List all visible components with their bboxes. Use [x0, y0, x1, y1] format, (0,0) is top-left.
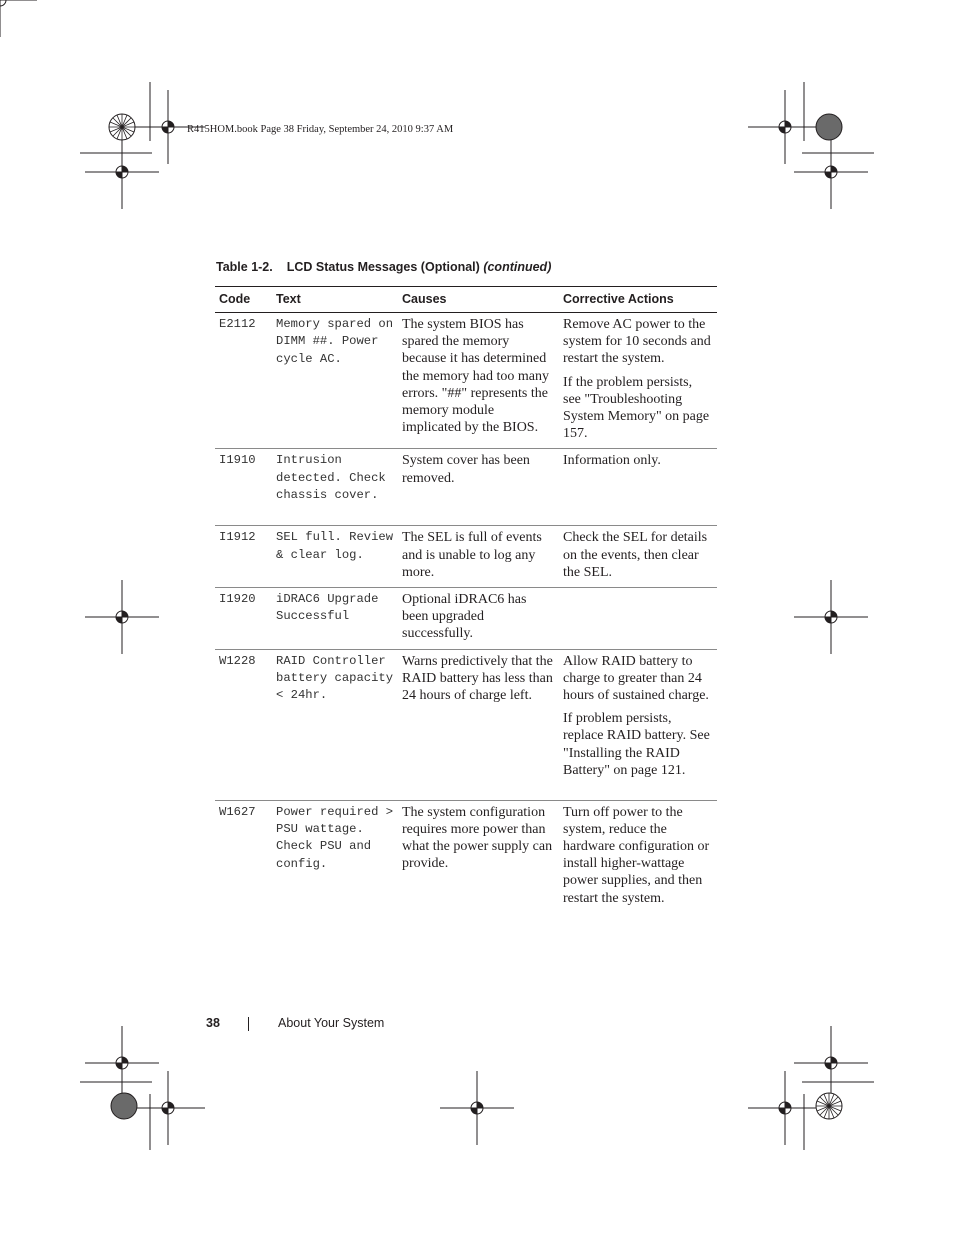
starburst-icon — [816, 1093, 842, 1119]
row-code: E2112 — [215, 313, 272, 449]
row-actions — [559, 649, 717, 800]
row-actions — [559, 800, 717, 913]
row-actions — [559, 449, 717, 526]
lcd-status-table — [215, 286, 717, 913]
continued-label: (continued) — [483, 260, 552, 274]
table-row — [215, 800, 717, 913]
row-code: I1912 — [215, 526, 272, 588]
column-header-causes: Causes — [398, 287, 559, 313]
row-actions — [559, 526, 717, 588]
table-label: Table 1-2. — [216, 260, 273, 274]
table-row — [215, 526, 717, 588]
action-paragraph: If the problem persists, see "Troubleshooting System Memory" on page 157. — [563, 374, 710, 442]
crosshair-icon — [0, 0, 37, 37]
row-actions — [559, 588, 717, 650]
row-code: W1228 — [215, 649, 272, 800]
row-causes: The system BIOS has spared the memory because it has determined the memory had too many errors. "##" represents the memory module implicated by the BIOS. — [398, 313, 559, 449]
row-code: I1910 — [215, 449, 272, 526]
row-actions — [559, 313, 717, 449]
action-paragraph: Allow RAID battery to charge to greater than 24 hours of sustained charge. — [563, 653, 709, 704]
row-text: RAID Controller battery capacity < 24hr. — [272, 649, 398, 800]
page-footer — [206, 1016, 385, 1030]
table-header-row — [215, 287, 717, 313]
action-paragraph: Information only. — [563, 453, 661, 469]
table-row — [215, 649, 717, 800]
table-caption — [216, 260, 551, 274]
row-causes: The SEL is full of events and is unable to log any more. — [398, 526, 559, 588]
action-paragraph: Remove AC power to the system for 10 seconds and restart the system. — [563, 317, 711, 367]
row-code: W1627 — [219, 804, 256, 819]
action-paragraph: Turn off power to the system, reduce the hardware configuration or install higher-wattage power supplies, and then restart the system. — [563, 804, 710, 906]
row-causes: System cover has been removed. — [398, 449, 559, 526]
gray-disc-icon — [111, 1093, 137, 1119]
gray-disc-icon — [816, 114, 842, 140]
row-causes: Optional iDRAC6 has been upgraded successfully. — [398, 588, 559, 650]
row-text: Power required > PSU wattage. Check PSU and config. — [276, 804, 394, 871]
table-title: LCD Status Messages (Optional) — [286, 260, 480, 274]
row-text: Memory spared on DIMM ##. Power cycle AC. — [272, 313, 398, 449]
row-causes: The system configuration requires more power than what the power supply can provide. — [402, 804, 553, 872]
starburst-icon — [109, 114, 135, 140]
row-code: I1920 — [215, 588, 272, 650]
column-header-code: Code — [215, 287, 272, 313]
section-title: About Your System — [278, 1016, 385, 1030]
row-text: Intrusion detected. Check chassis cover. — [272, 449, 398, 526]
row-text: SEL full. Review & clear log. — [272, 526, 398, 588]
row-text: iDRAC6 Upgrade Successful — [272, 588, 398, 650]
column-header-text: Text — [272, 287, 398, 313]
page-number: 38 — [206, 1016, 220, 1030]
column-header-actions: Corrective Actions — [559, 287, 717, 313]
table-row — [215, 313, 717, 449]
file-info-header: R415HOM.book Page 38 Friday, September 24, 2010 9:37 AM — [187, 124, 454, 135]
footer-divider — [248, 1017, 249, 1031]
table-row — [215, 449, 717, 526]
action-paragraph: If problem persists, replace RAID battery. See "Installing the RAID Battery" on page 121. — [563, 711, 710, 778]
row-causes: Warns predictively that the RAID battery has less than 24 hours of charge left. — [398, 649, 559, 800]
action-paragraph: Check the SEL for details on the events, then clear the SEL. — [563, 530, 708, 580]
table-row — [215, 588, 717, 650]
